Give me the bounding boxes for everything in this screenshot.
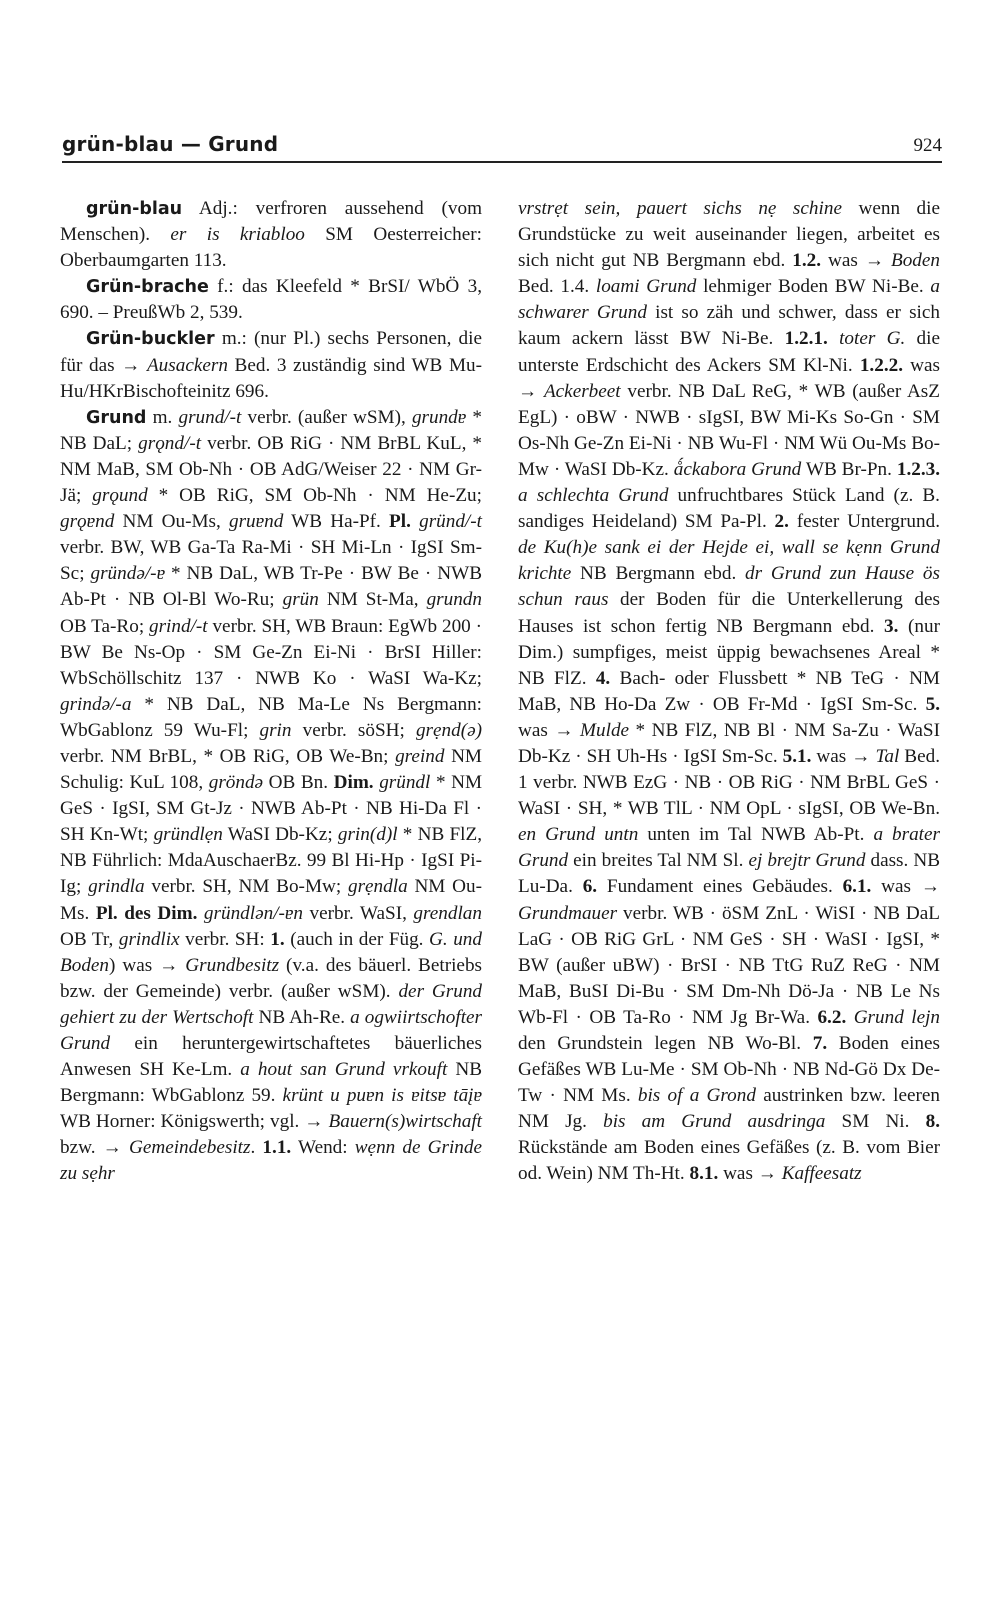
entry-text: (nur Dim.) sumpfiges, meist üppig bewachsenes Areal * NB FlZ. (518, 615, 940, 689)
entry-text: dass. NB Lu-Da. (518, 850, 940, 898)
dialect-form: toter G. (839, 328, 906, 350)
sense-marker: 6.1. (842, 876, 872, 898)
dialect-form: Bauern(s)wirtschaft (328, 1111, 482, 1133)
dialect-form: bis am Grund ausdringa (603, 1111, 826, 1133)
dialect-form: grindlix (118, 928, 180, 950)
dialect-form: de Ku(h)e sank ei der Hejde ei, wall se kẹnn Grund krichte (518, 537, 940, 585)
dialect-form: Grundmauer (518, 902, 618, 924)
entry-text: m.: (nur Pl.) sechs Personen, die für das → (60, 328, 482, 376)
entry-text: * NB DaL, WB Tr-Pe · BW Be · NWB Ab-Pt · NB Ol-Bl Wo-Ru; (60, 563, 482, 611)
entry-text: verbr. (außer wSM), (241, 406, 412, 428)
sense-marker: 1.2.3. (896, 458, 941, 480)
entry-text: verbr. NM BrBL, * OB RiG, OB We-Bn; (60, 745, 396, 767)
dialect-form: grində/-a (60, 693, 132, 715)
entry-text: NB Bergmann: WbGablonz 59. (60, 1059, 482, 1107)
dialect-form: gründl (379, 772, 431, 794)
sense-marker: 6. (582, 876, 598, 898)
left-column (60, 196, 482, 1188)
dialect-form: grẹndla (347, 876, 408, 898)
entry-text: NB Bergmann ebd. (571, 563, 746, 585)
entry-text: verbr. NB DaL ReG, * WB (außer AsZ EgL) · oBW · NWB · sIgSI, BW Mi-Ks So-Gn · SM Os-Nh Ge-Zn Ei-Ni · NB Wu-Fl · NM Wü Ou-Ms Bo-Mw · WaSI Db-Kz. (518, 380, 940, 480)
entry-text: WB Br-Pn. (801, 458, 897, 480)
entry-text: lehmiger Boden BW Ni-Be. (696, 276, 931, 298)
entry-text: verbr. WB · öSM ZnL · WiSI · NB DaL LaG · OB RiG GrL · NM GeS · SH · WaSI · IgSI, * BW (außer uBW) · BrSI · NB TtG RuZ ReG · NM MaB, BuSI Di-Bu · SM Dm-Nh Dö-Ja · NB Le Ns Wb-Fl · OB Ta-Ro · NM Jg Br-Wa. (518, 902, 940, 1028)
entry-text: (v.a. des bäuerl. Betriebs bzw. der Gemeinde) verbr. (außer wSM). (60, 954, 482, 1002)
sense-marker: 1.2.2. (859, 354, 903, 376)
dialect-form: Gemeindebesitz (128, 1137, 251, 1159)
entry-text: was → (718, 1163, 782, 1185)
entry-text: m. (146, 406, 179, 428)
dialect-form: gröndə (208, 772, 264, 794)
entry-text: wenn die Grundstücke zu weit auseinander liegen, arbeitet es sich nicht gut NB Bergmann ebd. (518, 198, 940, 272)
page-number: 924 (913, 135, 942, 156)
entry-text: NM Ou-Ms. (60, 876, 482, 924)
entry-text: NB Ah-Re. (253, 1006, 351, 1028)
dialect-form: er is kriabloo (170, 224, 305, 246)
dialect-form: gründ/-t (419, 511, 482, 533)
entry-text: Bed. 3 zuständig sind WB Mu-Hu/HKrBischofteinitz 696. (60, 354, 482, 402)
entry-text: ist so zäh und schwer, dass er sich kaum ackern lässt BW Ni-Be. (518, 302, 941, 350)
entry-text: WaSI Db-Kz; (222, 824, 338, 846)
entry-text: ein heruntergewirtschaftetes bäuerliches Anwesen SH Ke-Lm. (60, 1033, 482, 1081)
sense-marker: 7. (812, 1033, 828, 1054)
dialect-form: Grund lejn (853, 1006, 941, 1028)
dialect-form: Kaffeesatz (781, 1163, 862, 1185)
dialect-form: vrstrẹt sein, pauert sichs nẹ schine (518, 198, 842, 219)
entry-text: * NB FlZ, NB Bl · NM Sa-Zu · WaSI Db-Kz · SH Uh-Hs · IgSI Sm-Sc. (518, 719, 940, 767)
dialect-form: a ogwiirtschofter Grund (60, 1006, 483, 1054)
entry-text: Rückstände am Boden eines Gefäßes (z. B. vom Bier od. Wein) NM Th-Ht. (518, 1137, 940, 1185)
running-head-title: grün-blau — Grund (62, 132, 279, 156)
entry-text: verbr. SH, NM Bo-Mw; (144, 876, 348, 898)
entry-text: f.: das Kleefeld * BrSI/ WbÖ 3, 690. – PreußWb 2, 539. (60, 276, 482, 324)
dialect-form: a schlechta Grund (518, 485, 669, 507)
entry-text: WB Horner: Königswerth; vgl. → (60, 1111, 329, 1133)
entry-text: * NM GeS · IgSI, SM Gt-Jz · NWB Ab-Pt · NB Hi-Da Fl · SH Kn-Wt; (60, 772, 483, 846)
entry-text: verbr. SH: (179, 928, 271, 950)
entry-text: NM St-Ma, (318, 589, 427, 611)
sense-marker: 4. (595, 667, 611, 689)
dialect-form: en Grund untn (518, 824, 639, 846)
dialect-form: Boden (890, 250, 940, 272)
dialect-form: grǫnd/-t (138, 432, 202, 454)
entry-text: was → (518, 354, 940, 402)
dialect-form: grẹnd(ə) (415, 719, 482, 741)
headword: Grün-brache (86, 277, 209, 298)
entry-text: Bach- oder Flussbett * NB TeG · NM MaB, NB Ho-Da Zw · OB Fr-Md · IgSI Sm-Sc. (518, 667, 940, 715)
sense-marker: 2. (774, 511, 789, 533)
dialect-form: krünt u puɐn is ɐitsɐ tāįɐ (282, 1085, 482, 1107)
dialect-form: Tal (875, 745, 900, 767)
entry-text: ) was → (109, 954, 186, 976)
entry-text: . (250, 1137, 263, 1159)
entry-text: verbr. SH, WB Braun: EgWb 200 · BW Be Ns-Op · SM Ge-Zn Ei-Ni · BrSI Hiller: WbSchöllschitz 137 · NWB Ko · WaSI Wa-Kz; (60, 615, 482, 689)
dialect-form: grǫɐnd (60, 511, 115, 533)
sense-marker: 5. (925, 693, 940, 715)
entry-text: was → (811, 745, 876, 767)
entry-text: ein breites Tal NM Sl. (568, 850, 749, 872)
dialect-form: grundn (426, 589, 482, 611)
sense-marker: 5.1. (782, 745, 812, 767)
dialect-form: dr Grund zun Hause ös schun raus (518, 563, 940, 611)
sense-marker: 1.2.1. (784, 328, 828, 350)
dialect-form: a schwarer Grund (518, 276, 940, 324)
dictionary-entry (60, 196, 482, 274)
headword: Grün-buckler (86, 329, 215, 350)
entry-continuation (518, 196, 940, 1188)
dialect-form: ej brejtr Grund (748, 850, 866, 872)
entry-text: NM Ou-Ms, (114, 511, 229, 533)
dialect-form: a hout san Grund vrkouft (240, 1059, 448, 1081)
sense-marker: Pl. des Dim. (95, 902, 198, 924)
dialect-form: loami Grund (595, 276, 697, 298)
entry-text: verbr. WaSI, (303, 902, 414, 924)
entry-text: den Grundstein legen NB Wo-Bl. (518, 1033, 813, 1054)
dialect-form: grin(d)l (337, 824, 398, 846)
dialect-form: gründlẹn (153, 824, 223, 846)
dialect-form: grindla (88, 876, 145, 898)
entry-text: * OB RiG, SM Ob-Nh · NM He-Zu; (147, 485, 482, 507)
dialect-form: grendlan (413, 902, 482, 924)
dialect-form: grundɐ (411, 406, 467, 428)
dialect-form: gründə/-ɐ (90, 563, 166, 585)
dictionary-entry (60, 326, 482, 404)
dialect-form: der Grund gehiert zu der Wertschoft (60, 980, 483, 1028)
entry-text: austrinken bzw. leeren NM Jg. (518, 1085, 940, 1133)
entry-text: verbr. BW, WB Ga-Ta Ra-Mi · SH Mi-Ln · IgSI Sm-Sc; (60, 537, 482, 585)
entry-text: unten im Tal NWB Ab-Pt. (638, 824, 874, 846)
sense-marker: 1. (270, 928, 285, 950)
dialect-form: grün (282, 589, 319, 611)
entry-text: (auch in der Füg. (284, 928, 430, 950)
dialect-form: wẹnn de Grinde zu sẹhr (60, 1137, 482, 1185)
entry-text: die unterste Erdschicht des Ackers SM Kl-Ni. (518, 328, 940, 376)
entry-text (828, 328, 839, 349)
dialect-form: grind/-t (148, 615, 208, 637)
sense-marker: 1.1. (262, 1137, 292, 1159)
entry-text: bzw. → (60, 1137, 129, 1159)
dictionary-entry (60, 405, 482, 1188)
entry-text: SM Oesterreicher: Oberbaumgarten 113. (60, 224, 482, 272)
entry-text: Boden eines Gefäßes WB Lu-Me · SM Ob-Nh · NB Nd-Gö Dx De-Tw · NM Ms. (518, 1033, 940, 1107)
dialect-form: G. und Boden (60, 928, 482, 976)
dialect-form: gruɐnd (228, 511, 284, 533)
entry-text: Adj.: verfroren aussehend (vom Menschen). (60, 198, 482, 246)
dialect-form: greind (395, 745, 445, 767)
sense-marker: 6.2. (817, 1006, 847, 1028)
entry-text: Wend: (291, 1137, 355, 1159)
dialect-form: grin (259, 719, 292, 741)
entry-text (846, 1007, 853, 1028)
dictionary-entry (60, 274, 482, 326)
entry-text: was → (871, 876, 941, 898)
dialect-form: Mulde (580, 719, 630, 741)
dialect-form: gründlən/-ɐn (203, 902, 303, 924)
entry-text: verbr. söSH; (291, 719, 416, 741)
sense-marker: 1.2. (792, 250, 822, 272)
sense-marker: Dim. (333, 772, 374, 794)
sense-marker: 8. (925, 1111, 940, 1133)
sense-marker: 3. (884, 615, 899, 637)
entry-text: * NB DaL; (60, 406, 482, 454)
entry-text: * NB FlZ, NB Führlich: MdaAuschaerBz. 99 Bl Hi-Hp · IgSI Pi-Ig; (60, 824, 482, 898)
dialect-form: ǻckabora Grund (673, 458, 802, 480)
entry-text (411, 511, 419, 532)
sense-marker: Pl. (389, 511, 411, 533)
dialect-form: grǫund (92, 485, 148, 507)
entry-text: SM Ni. (825, 1111, 926, 1133)
entry-text: OB Tr, (60, 928, 119, 950)
headword: grün-blau (86, 199, 183, 219)
entry-text: WB Ha-Pf. (283, 511, 390, 533)
entry-text: NM Schulig: KuL 108, (60, 745, 482, 794)
entry-text: fester Untergrund. (788, 511, 940, 533)
entry-text: was → (518, 719, 581, 741)
entry-text: verbr. OB RiG · NM BrBL KuL, * NM MaB, SM Ob-Nh · OB AdG/Weiser 22 · NM Gr-Jä; (60, 432, 482, 507)
dialect-form: Ausackern (146, 354, 228, 376)
entry-text: Bed. 1.4. (518, 276, 596, 298)
entry-text: OB Bn. (263, 772, 334, 794)
dialect-form: a brater Grund (518, 824, 940, 872)
dialect-form: bis of a Grond (637, 1085, 756, 1107)
page-header (62, 131, 942, 163)
entry-text: OB Ta-Ro; (60, 615, 149, 637)
sense-marker: 8.1. (689, 1163, 719, 1185)
entry-text: * NB DaL, NB Ma-Le Ns Bergmann: WbGablonz 59 Wu-Fl; (60, 693, 482, 741)
dialect-form: Grundbesitz (185, 954, 280, 976)
entry-text: unfruchtbares Stück Land (z. B. sandiges Heideland) SM Pa-Pl. (518, 485, 940, 533)
right-column (518, 196, 940, 1188)
entry-text: Fundament eines Gebäudes. (597, 876, 843, 898)
dialect-form: grund/-t (178, 406, 242, 428)
headword: Grund (86, 407, 147, 428)
dialect-form: Ackerbeet (543, 380, 621, 402)
entry-text: was → (821, 250, 891, 272)
entry-text: Bed. 1 verbr. NWB EzG · NB · OB RiG · NM BrBL GeS · WaSI · SH, * WB TlL · NM OpL · sIgSI, OB We-Bn. (518, 745, 940, 820)
entry-text: der Boden für die Unterkellerung des Hauses ist schon fertig NB Bergmann ebd. (518, 589, 940, 637)
